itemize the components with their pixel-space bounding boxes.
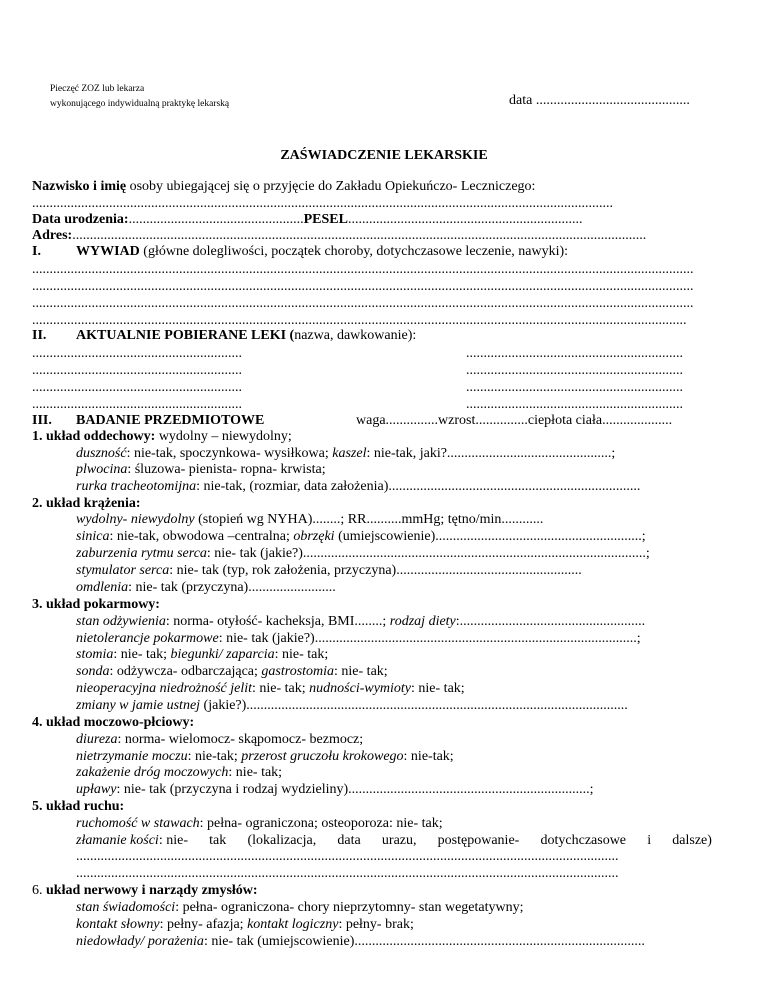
- item-6-num: 6.: [32, 883, 43, 898]
- joint-mobility-options: : pełna- ograniczona; osteoporoza: nie- tak;: [199, 816, 443, 831]
- section-1-numeral: I.: [32, 244, 41, 259]
- item-5-dots-2: ...........................................................................................................................................................: [76, 866, 619, 881]
- efficiency-options: (stopień wg NYHA)........; RR..........mmHg; tętno/min............: [194, 512, 544, 527]
- section-2-numeral: II.: [32, 328, 47, 343]
- item-3-line-3: [76, 647, 328, 663]
- section-1-dots-2: .............................................................................................................................................................................................: [32, 279, 694, 294]
- item-3-num: 3.: [32, 597, 43, 612]
- section-2-title: AKTUALNIE POBIERANE LEKI (: [76, 328, 295, 343]
- meds-right-4: ..............................................................: [466, 397, 683, 412]
- item-3-line-5: [76, 681, 465, 697]
- section-1-title: WYWIAD: [76, 244, 140, 259]
- section-1-heading: [32, 244, 568, 260]
- diuresis-label: diureza: [76, 732, 118, 747]
- fracture-word: postępowanie-: [437, 833, 520, 848]
- dyspnea-options: : nie-tak, spoczynkowa- wysiłkowa;: [126, 446, 333, 461]
- address-dots: ....................................................................................................................................................................: [72, 228, 647, 243]
- date-field: data ............................................: [509, 93, 690, 108]
- section-3-numeral: III.: [32, 413, 52, 428]
- pesel-label: PESEL: [303, 212, 348, 227]
- stamp-label-line2: wykonującego indywidualną praktykę lekarską: [50, 99, 230, 109]
- incontinence-options: : nie-tak;: [187, 749, 242, 764]
- food-intolerance-options: : nie- tak (jakie?)............................................................................................;: [218, 631, 641, 646]
- item-4-line-2: [76, 749, 454, 765]
- sputum-label: plwocina: [76, 462, 128, 477]
- section-1-dots-1: .............................................................................................................................................................................................: [32, 262, 694, 277]
- feeding-tube-options: : odżywcza- odbarczająca;: [109, 664, 262, 679]
- diuresis-options: : norma- wielomocz- skąpomocz- bezmocz;: [117, 732, 364, 747]
- tracheostomy-options: : nie-tak, (rozmiar, data założenia)........................................................................: [196, 479, 641, 494]
- pesel-dots: ...................................................................: [347, 212, 583, 227]
- gastrostomy-label: gastrostomia: [261, 664, 335, 679]
- bowel-options: : nie- tak;: [274, 647, 329, 662]
- fracture-word: dotychczasowe: [540, 833, 627, 848]
- fracture-word: dalsze): [672, 833, 712, 848]
- consciousness-options: : pełna- ograniczona- chory nieprzytomny- stan wegetatywny;: [175, 900, 524, 915]
- item-6-line-3: [76, 934, 645, 950]
- item-1-line-3: [76, 479, 640, 495]
- discharge-options: : nie- tak (przyczyna i rodzaj wydzieliny).....................................................................;: [116, 782, 594, 797]
- patient-name-line: [32, 179, 535, 195]
- item-3-line-6: [76, 698, 628, 714]
- item-6-title: układ nerwowy i narządy zmysłów:: [46, 883, 258, 898]
- item-3-line-4: [76, 664, 388, 680]
- syncope-label: omdlenia: [76, 580, 129, 595]
- fracture-word: data: [337, 833, 361, 848]
- name-label: Nazwisko i imię: [32, 179, 127, 194]
- item-5-line-1: [76, 816, 443, 832]
- birth-dots: ..................................................: [128, 212, 304, 227]
- birth-label: Data urodzenia:: [32, 212, 129, 227]
- tracheostomy-label: rurka tracheotomijna: [76, 479, 197, 494]
- logical-contact-label: kontakt logiczny: [247, 917, 339, 932]
- item-5-line-2: [76, 833, 712, 849]
- item-5-heading: [32, 799, 124, 815]
- item-1-num: 1.: [32, 429, 43, 444]
- item-2-line-3: [76, 546, 650, 562]
- section-2-rest: nazwa, dawkowanie):: [294, 328, 417, 343]
- item-3-heading: [32, 597, 160, 613]
- feeding-tube-label: sonda: [76, 664, 110, 679]
- nutrition-options: : norma- otyłość- kacheksja, BMI........;: [165, 614, 390, 629]
- meds-right-1: ..............................................................: [466, 346, 683, 361]
- fracture-word: i: [647, 833, 652, 848]
- address-line: [32, 228, 646, 244]
- item-2-line-2: [76, 529, 646, 545]
- item-4-line-1: [76, 732, 363, 748]
- nutrition-label: stan odżywienia: [76, 614, 166, 629]
- cyanosis-label: sinica: [76, 529, 110, 544]
- item-5-dots-1: ...........................................................................................................................................................: [76, 849, 619, 864]
- sputum-options: : śluzowa- pienista- ropna- krwista;: [127, 462, 326, 477]
- discharge-label: upławy: [76, 782, 117, 797]
- item-6-line-1: [76, 900, 524, 916]
- fracture-word: tak: [209, 833, 227, 848]
- item-1-title: układ oddechowy:: [46, 429, 156, 444]
- nausea-label: nudności-wymioty: [309, 681, 412, 696]
- item-2-heading: [32, 496, 141, 512]
- oral-changes-options: (jakie?).............................................................................................................: [200, 698, 628, 713]
- stoma-options: : nie- tak;: [113, 647, 171, 662]
- fracture-label: złamanie kości: [76, 833, 159, 848]
- item-4-line-3: [76, 765, 282, 781]
- incontinence-label: nietrzymanie moczu: [76, 749, 188, 764]
- item-1-line-1: [76, 446, 615, 462]
- section-3-title: BADANIE PRZEDMIOTOWE: [76, 413, 265, 428]
- item-2-num: 2.: [32, 496, 43, 511]
- item-2-title: układ krążenia:: [46, 496, 141, 511]
- item-6-heading: [32, 883, 258, 899]
- item-1-heading: [32, 429, 292, 445]
- address-label: Adres:: [32, 228, 73, 243]
- edema-label: obrzęki: [293, 529, 335, 544]
- diet-label: rodzaj diety: [389, 614, 456, 629]
- meds-left-3: ............................................................: [32, 380, 242, 395]
- bowel-label: biegunki/ zaparcia: [170, 647, 275, 662]
- section-2-heading: [32, 328, 416, 344]
- vitals-line: waga...............wzrost...............ciepłota ciała....................: [356, 413, 673, 428]
- gastrostomy-options: : nie- tak;: [334, 664, 388, 679]
- verbal-contact-options: : pełny- afazja;: [159, 917, 248, 932]
- item-2-line-4: [76, 563, 582, 579]
- item-3-line-2: [76, 631, 641, 647]
- name-rest: osoby ubiegającej się o przyjęcie do Zakładu Opiekuńczo- Leczniczego:: [126, 179, 536, 194]
- cough-options: : nie-tak, jaki?...............................................;: [366, 446, 616, 461]
- cyanosis-options: : nie-tak, obwodowa –centralna;: [109, 529, 294, 544]
- meds-left-1: ............................................................: [32, 346, 242, 361]
- birth-pesel-line: [32, 212, 582, 228]
- item-2-line-5: [76, 580, 336, 596]
- uti-options: : nie- tak;: [228, 765, 283, 780]
- verbal-contact-label: kontakt słowny: [76, 917, 160, 932]
- oral-changes-label: zmiany w jamie ustnej: [76, 698, 201, 713]
- item-4-num: 4.: [32, 715, 43, 730]
- pacemaker-label: stymulator serca: [76, 563, 170, 578]
- section-1-dots-4: ...........................................................................................................................................................................................: [32, 313, 687, 328]
- item-3-line-1: [76, 614, 645, 630]
- uti-label: zakażenie dróg moczowych: [76, 765, 229, 780]
- paresis-label: niedowłady/ porażenia: [76, 934, 204, 949]
- item-5-num: 5.: [32, 799, 43, 814]
- obstruction-label: nieoperacyjna niedrożność jelit: [76, 681, 252, 696]
- nausea-options: : nie- tak;: [411, 681, 465, 696]
- meds-left-2: ............................................................: [32, 363, 242, 378]
- item-6-line-2: [76, 917, 414, 933]
- item-3-title: układ pokarmowy:: [46, 597, 160, 612]
- fracture-word: : nie-: [158, 833, 188, 848]
- section-1-dots-3: .............................................................................................................................................................................................: [32, 296, 694, 311]
- section-1-rest: (główne dolegliwości, początek choroby, dotychczasowe leczenie, nawyki):: [139, 244, 569, 259]
- item-4-line-4: [76, 782, 594, 798]
- arrhythmia-options: : nie- tak (jakie?)..................................................................................................;: [206, 546, 650, 561]
- item-1-line-2: [76, 462, 326, 478]
- logical-contact-options: : pełny- brak;: [338, 917, 414, 932]
- item-4-title: układ moczowo-płciowy:: [46, 715, 195, 730]
- item-4-heading: [32, 715, 194, 731]
- obstruction-options: : nie- tak;: [252, 681, 310, 696]
- name-dots: ......................................................................................................................................................................: [32, 196, 613, 211]
- paresis-options: : nie- tak (umiejscowienie)...................................................................................: [203, 934, 645, 949]
- prostate-label: przerost gruczołu krokowego: [241, 749, 404, 764]
- cough-label: kaszel: [332, 446, 367, 461]
- pacemaker-options: : nie- tak (typ, rok założenia, przyczyna).....................................................: [169, 563, 582, 578]
- prostate-options: : nie-tak;: [403, 749, 454, 764]
- page-title: ZAŚWIADCZENIE LEKARSKIE: [280, 148, 488, 163]
- diet-options: :.....................................................: [455, 614, 646, 629]
- dyspnea-label: duszność: [76, 446, 127, 461]
- joint-mobility-label: ruchomość w stawach: [76, 816, 200, 831]
- meds-left-4: ............................................................: [32, 397, 242, 412]
- item-2-line-1: [76, 512, 543, 528]
- item-1-title-rest: wydolny – niewydolny;: [155, 429, 292, 444]
- meds-right-2: ..............................................................: [466, 363, 683, 378]
- fracture-word: (lokalizacja,: [247, 833, 317, 848]
- section-3-heading: [32, 413, 264, 429]
- syncope-options: : nie- tak (przyczyna).........................: [128, 580, 336, 595]
- item-5-title: układ ruchu:: [46, 799, 125, 814]
- arrhythmia-label: zaburzenia rytmu serca: [76, 546, 207, 561]
- stoma-label: stomia: [76, 647, 114, 662]
- food-intolerance-label: nietolerancje pokarmowe: [76, 631, 219, 646]
- edema-options: (umiejscowienie)...........................................................;: [334, 529, 646, 544]
- stamp-label-line1: Pieczęć ZOZ lub lekarza: [50, 84, 145, 94]
- efficiency-label: wydolny- niewydolny: [76, 512, 195, 527]
- fracture-word: urazu,: [381, 833, 417, 848]
- consciousness-label: stan świadomości: [76, 900, 176, 915]
- meds-right-3: ..............................................................: [466, 380, 683, 395]
